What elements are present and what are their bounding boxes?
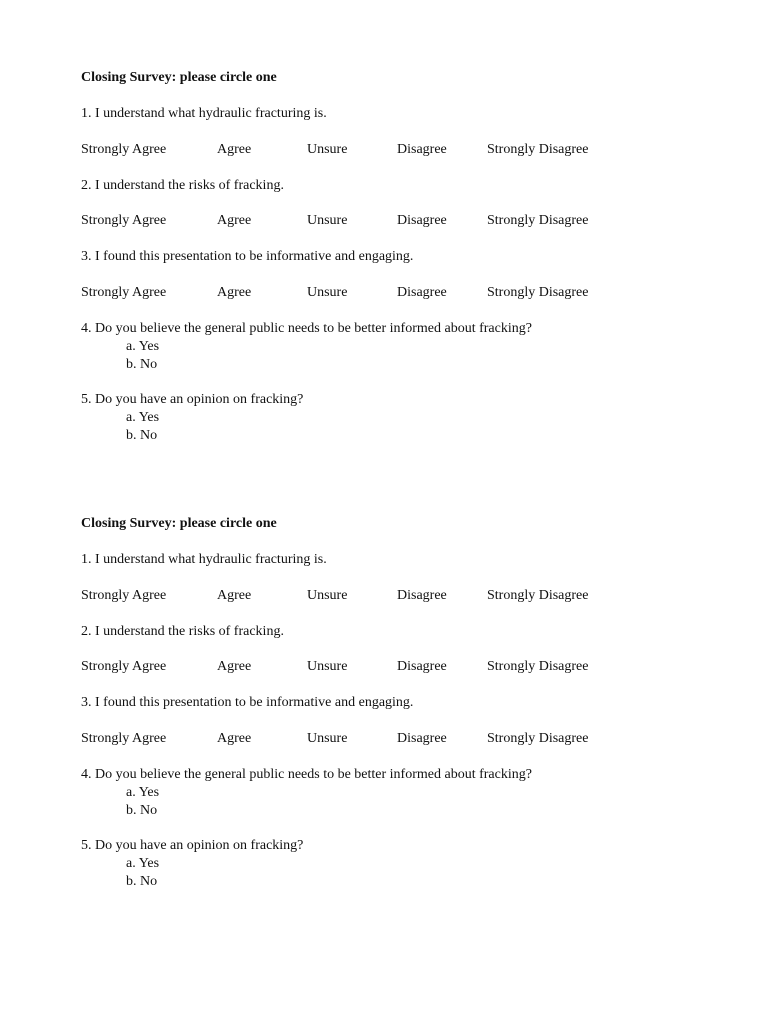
option-agree[interactable]: Agree — [217, 142, 252, 157]
option-unsure[interactable]: Unsure — [307, 731, 348, 746]
option-strongly-disagree[interactable]: Strongly Disagree — [487, 213, 589, 228]
question-2-scale — [81, 658, 721, 676]
option-unsure[interactable]: Unsure — [307, 142, 348, 157]
question-1: 1. I understand what hydraulic fracturing is. — [81, 552, 327, 567]
option-strongly-agree[interactable]: Strongly Agree — [81, 142, 167, 157]
question-4: 4. Do you believe the general public needs to be better informed about fracking? — [81, 321, 532, 336]
survey-title: Closing Survey: please circle one — [81, 70, 277, 85]
option-unsure[interactable]: Unsure — [307, 285, 348, 300]
question-5: 5. Do you have an opinion on fracking? — [81, 838, 304, 853]
question-3: 3. I found this presentation to be informative and engaging. — [81, 249, 414, 264]
question-1-scale — [81, 587, 721, 605]
option-agree[interactable]: Agree — [217, 285, 252, 300]
option-agree[interactable]: Agree — [217, 588, 252, 603]
option-strongly-disagree[interactable]: Strongly Disagree — [487, 588, 589, 603]
option-strongly-disagree[interactable]: Strongly Disagree — [487, 142, 589, 157]
option-strongly-agree[interactable]: Strongly Agree — [81, 213, 167, 228]
question-3: 3. I found this presentation to be informative and engaging. — [81, 695, 414, 710]
option-agree[interactable]: Agree — [217, 659, 252, 674]
answer-no[interactable]: b. No — [126, 803, 158, 818]
answer-no[interactable]: b. No — [126, 357, 158, 372]
answer-yes[interactable]: a. Yes — [126, 339, 160, 354]
option-unsure[interactable]: Unsure — [307, 213, 348, 228]
option-disagree[interactable]: Disagree — [397, 731, 447, 746]
question-2-scale — [81, 212, 721, 230]
question-4: 4. Do you believe the general public needs to be better informed about fracking? — [81, 767, 532, 782]
question-3-scale — [81, 730, 721, 748]
option-disagree[interactable]: Disagree — [397, 588, 447, 603]
option-disagree[interactable]: Disagree — [397, 285, 447, 300]
answer-yes[interactable]: a. Yes — [126, 410, 160, 425]
question-2: 2. I understand the risks of fracking. — [81, 624, 284, 639]
option-strongly-agree[interactable]: Strongly Agree — [81, 588, 167, 603]
option-strongly-disagree[interactable]: Strongly Disagree — [487, 731, 589, 746]
survey-title: Closing Survey: please circle one — [81, 516, 277, 531]
option-disagree[interactable]: Disagree — [397, 659, 447, 674]
question-5: 5. Do you have an opinion on fracking? — [81, 392, 304, 407]
option-strongly-agree[interactable]: Strongly Agree — [81, 285, 167, 300]
option-unsure[interactable]: Unsure — [307, 659, 348, 674]
option-unsure[interactable]: Unsure — [307, 588, 348, 603]
option-strongly-agree[interactable]: Strongly Agree — [81, 659, 167, 674]
answer-no[interactable]: b. No — [126, 874, 158, 889]
option-strongly-disagree[interactable]: Strongly Disagree — [487, 285, 589, 300]
option-agree[interactable]: Agree — [217, 213, 252, 228]
option-disagree[interactable]: Disagree — [397, 142, 447, 157]
option-agree[interactable]: Agree — [217, 731, 252, 746]
option-strongly-disagree[interactable]: Strongly Disagree — [487, 659, 589, 674]
question-1: 1. I understand what hydraulic fracturing is. — [81, 106, 327, 121]
answer-yes[interactable]: a. Yes — [126, 856, 160, 871]
option-strongly-agree[interactable]: Strongly Agree — [81, 731, 167, 746]
question-1-scale — [81, 141, 721, 159]
answer-no[interactable]: b. No — [126, 428, 158, 443]
option-disagree[interactable]: Disagree — [397, 213, 447, 228]
question-2: 2. I understand the risks of fracking. — [81, 178, 284, 193]
question-3-scale — [81, 284, 721, 302]
answer-yes[interactable]: a. Yes — [126, 785, 160, 800]
